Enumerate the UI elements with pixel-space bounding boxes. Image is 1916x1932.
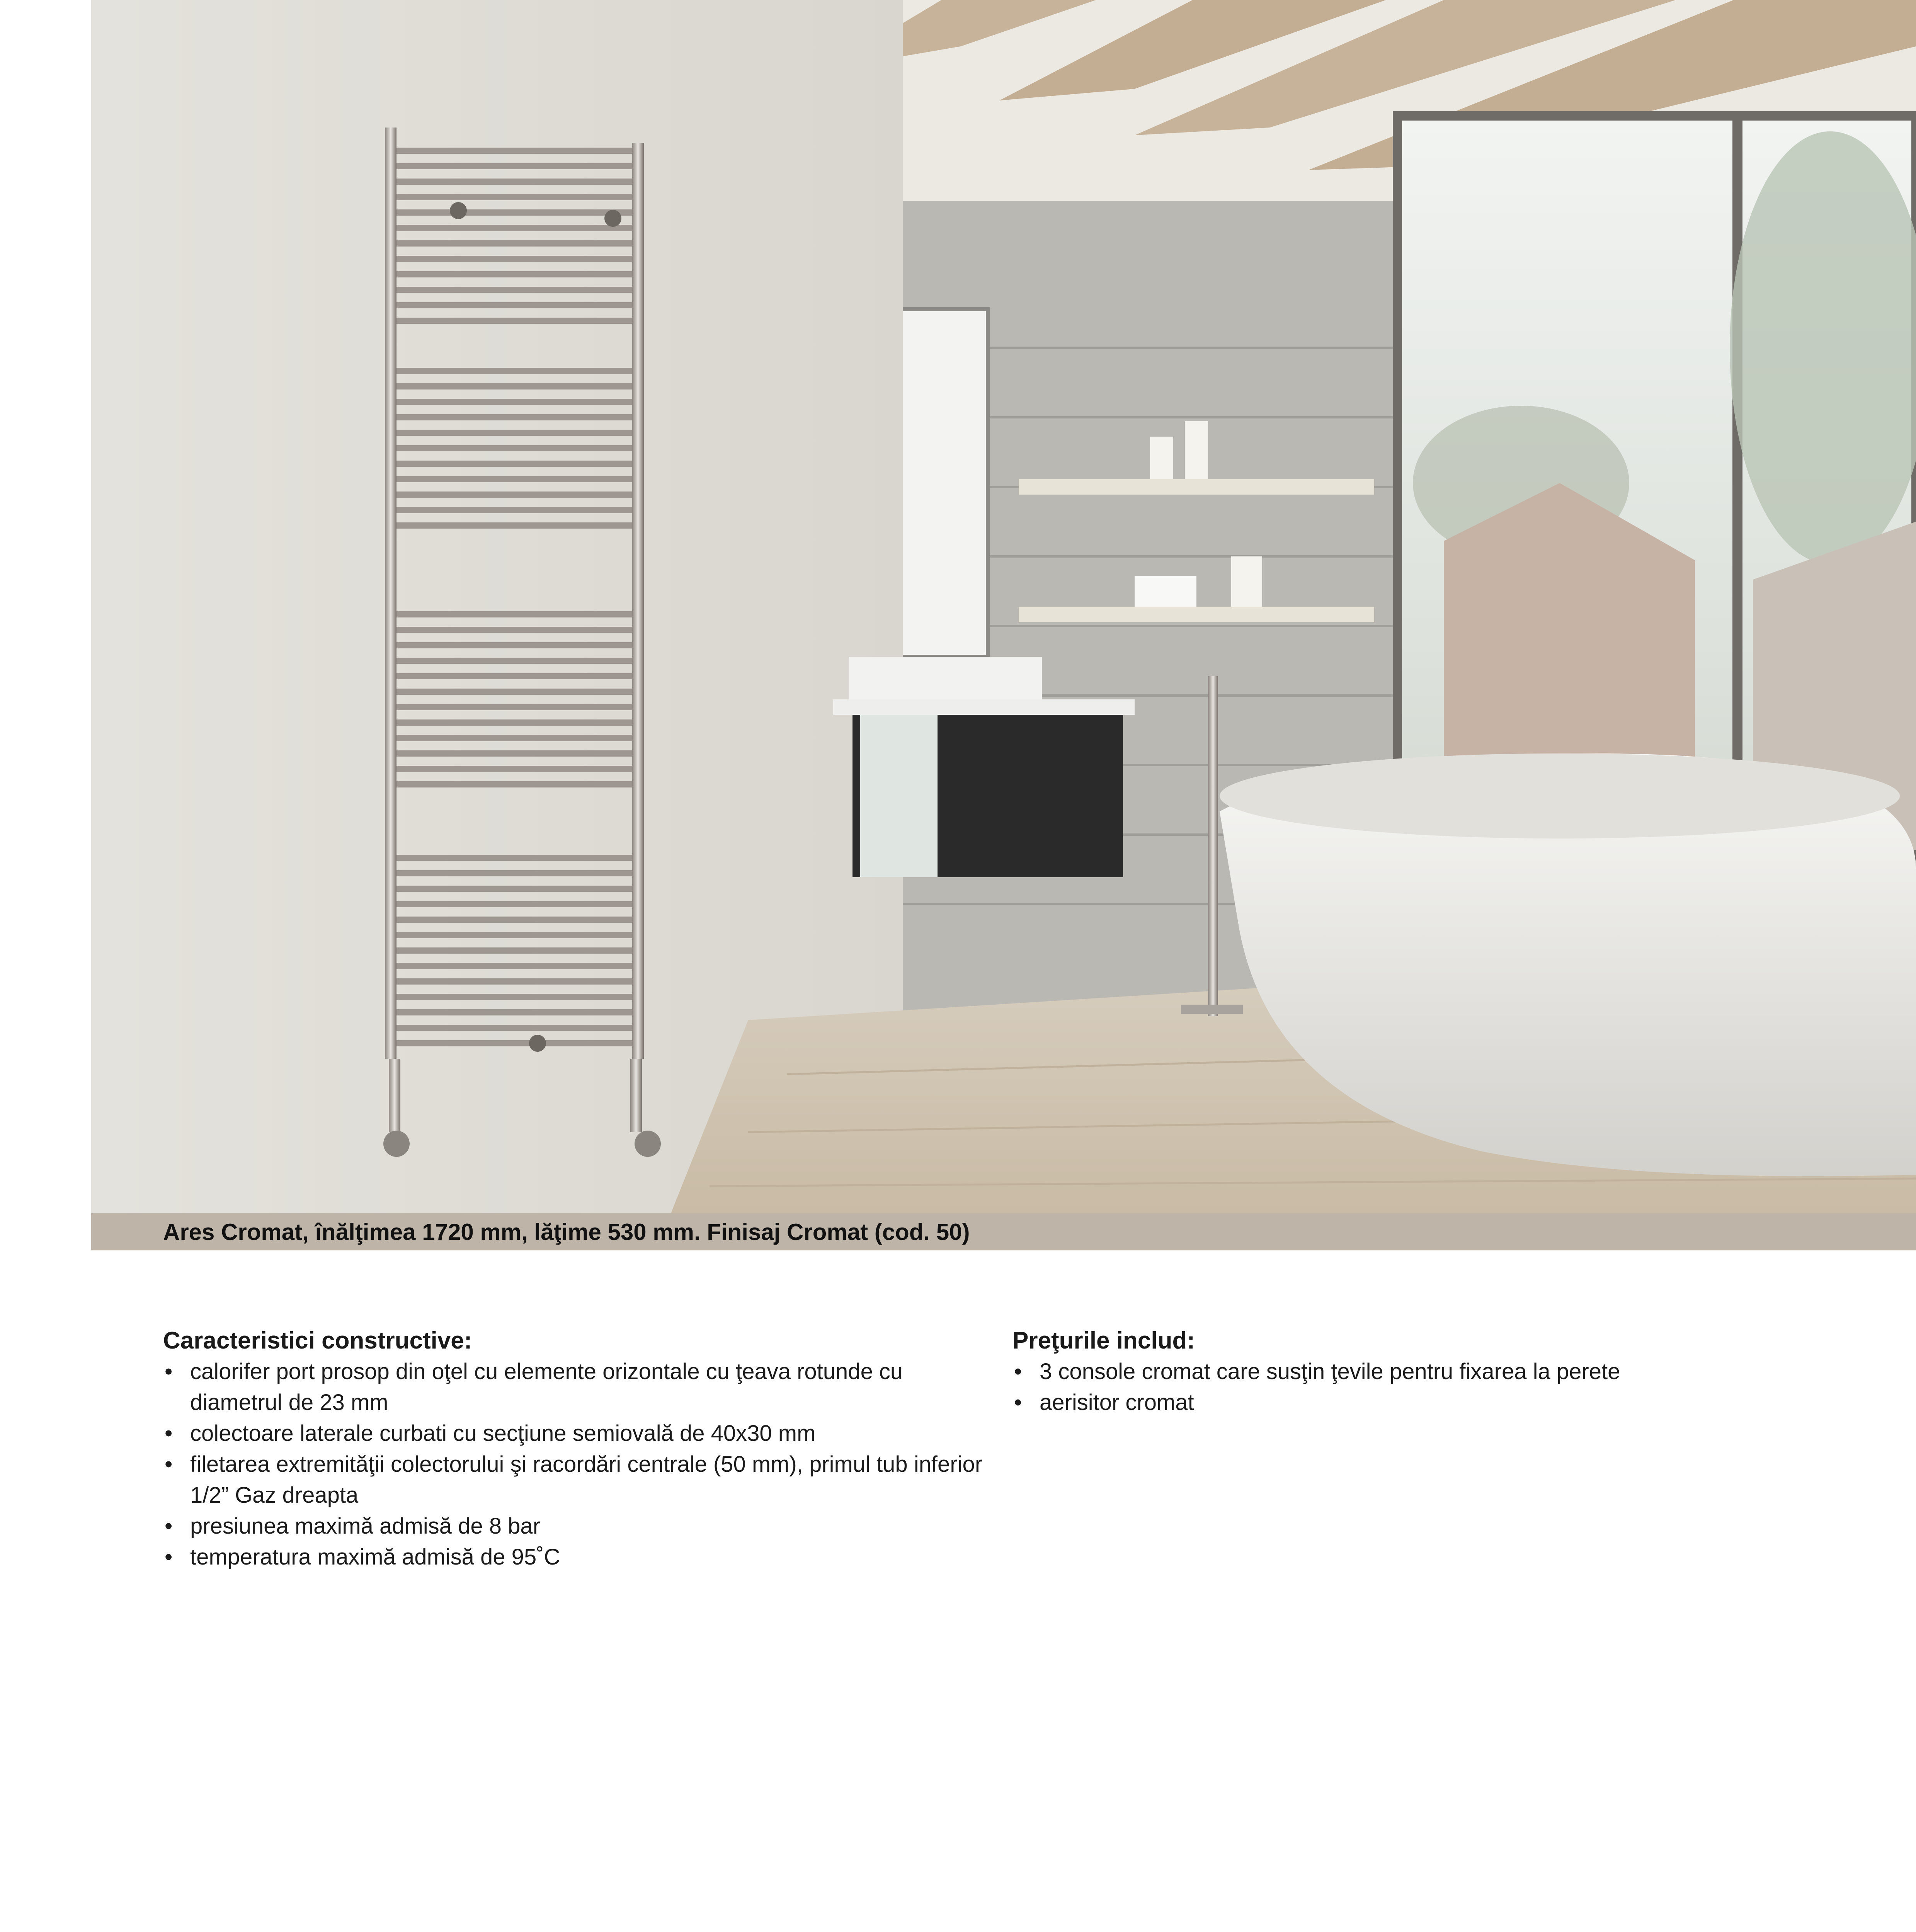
bathroom-photo	[91, 0, 1916, 1213]
prices-title: Preţurile includ:	[1012, 1327, 1195, 1354]
list-item: • 3 console cromat care susţin ţevile pentru fixarea la perete	[1012, 1356, 1785, 1387]
hero-caption-bar	[91, 1213, 1916, 1250]
features-section	[163, 1325, 986, 1573]
list-item: • filetarea extremităţii colectorului şi racordări centrale (50 mm), primul tub inferior 1/2” Gaz dreapta	[163, 1449, 986, 1511]
features-title: Caracteristici constructive:	[163, 1327, 472, 1354]
list-item: • aerisitor cromat	[1012, 1387, 1785, 1418]
list-item: • temperatura maximă admisă de 95˚C	[163, 1542, 986, 1573]
features-list	[163, 1356, 986, 1573]
prices-list	[1012, 1356, 1785, 1418]
prices-section	[1012, 1325, 1785, 1418]
hero-caption: Ares Cromat, înălţimea 1720 mm, lăţime 530 mm. Finisaj Cromat (cod. 50)	[163, 1219, 970, 1245]
hero-photo	[91, 0, 1916, 1213]
list-item: • colectoare laterale curbati cu secţiune semiovală de 40x30 mm	[163, 1418, 986, 1449]
list-item: • calorifer port prosop din oţel cu elemente orizontale cu ţeava rotunde cu diametrul de 23 mm	[163, 1356, 986, 1418]
list-item: • presiunea maximă admisă de 8 bar	[163, 1511, 986, 1542]
